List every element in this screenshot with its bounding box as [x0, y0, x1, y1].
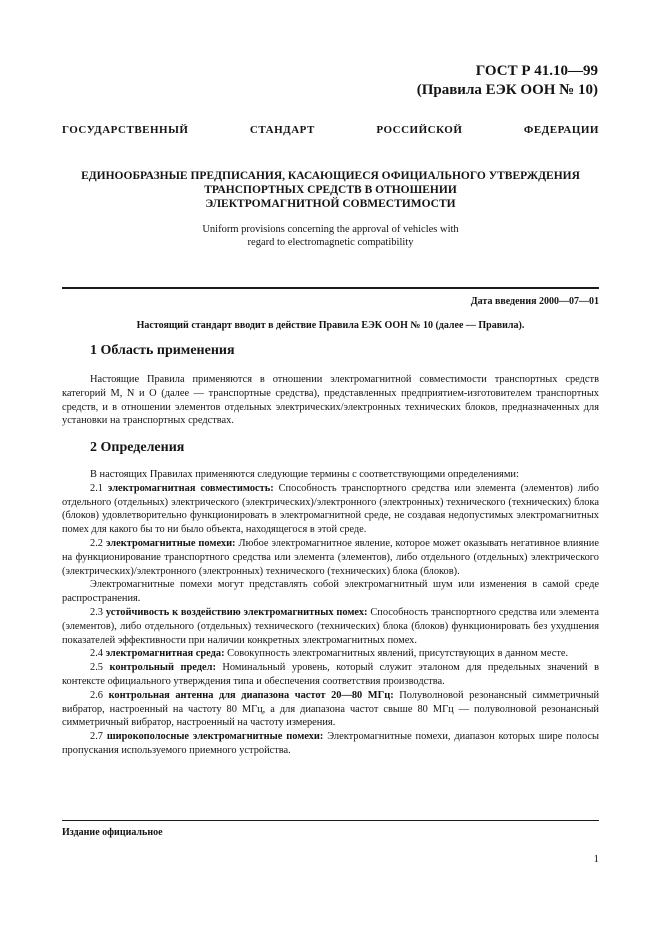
term-reference-limit: контрольный предел: [109, 662, 216, 674]
section-2-body [62, 468, 599, 758]
definition-2-3: 2.3 устойчивость к воздействию электромагнитных помех: Способность транспортного средства или элемента (элементов), либо отдельного (отдельных) технического (технических) блока (блоков) функционировать без ухудшения показателей эффективности при наличии конкретных электромагнитных помех. [62, 606, 599, 646]
intro-statement: Настоящий стандарт вводит в действие Правила ЕЭК ООН № 10 (далее — Правила). [136, 320, 525, 331]
definitions-lead: В настоящих Правилах применяются следующие термины с соответствующими определениями: [90, 469, 519, 480]
header-divider [62, 287, 599, 289]
official-edition-label: Издание официальное [62, 827, 163, 838]
state-standard-heading: ГОСУДАРСТВЕННЫЙ СТАНДАРТ РОССИЙСКОЙ ФЕДЕРАЦИИ [62, 124, 599, 136]
english-title-line-2: regard to electromagnetic compatibility [247, 237, 414, 248]
definition-2-4: 2.4 электромагнитная среда: Совокупность электромагнитных явлений, присутствующих в данном месте. [90, 648, 569, 660]
term-em-environment: электромагнитная среда: [105, 648, 225, 660]
page-number: 1 [593, 853, 599, 865]
term-reference-antenna: контрольная антенна для диапазона частот 20—80 МГц: [108, 689, 394, 701]
definition-2-7: 2.7 широкополосные электромагнитные помехи: Электромагнитные помехи, диапазон которых шире полосы пропускания используемого приемного устройства. [62, 731, 600, 756]
term-em-interference: электромагнитные помехи: [105, 537, 236, 549]
section-2-heading: 2 Определения [90, 440, 185, 455]
term-immunity: устойчивость к воздействию электромагнитных помех: [105, 606, 368, 618]
definition-2-6: 2.6 контрольная антенна для диапазона частот 20—80 МГц: Полуволновой резонансный симметричный вибратор, настроенный на частоту 80 МГц, а для диапазона частот свыше 80 МГц — полуволновой резонансный симметричный вибратор, настроенный на частоту измерения. [62, 689, 600, 729]
document-title [62, 169, 599, 211]
definition-2-1: 2.1 электромагнитная совместимость: Способность транспортного средства или элемента (элементов) либо отдельного (отдельных) электрического (электрических)/электронного (электронных) технического (технических) блока (блоков) удовлетворительно функционировать в электромагнитной среде, не создавая недопустимых электромагнитных помех для какого бы то ни было объекта, находящегося в этой среде. [62, 482, 599, 536]
english-title [62, 223, 599, 249]
title-line-2: ТРАНСПОРТНЫХ СРЕДСТВ В ОТНОШЕНИИ [204, 184, 457, 196]
footer-divider [62, 820, 599, 821]
title-line-3: ЭЛЕКТРОМАГНИТНОЙ СОВМЕСТИМОСТИ [205, 198, 456, 210]
definition-2-5: 2.5 контрольный предел: Номинальный уровень, который служит эталоном для предельных значений в контексте официального утверждения типа и обеспечения соответствия производства. [62, 662, 599, 687]
definition-2-2-note: Электромагнитные помехи могут представлять собой электромагнитный шум или изменения в самой среде распространения. [62, 579, 599, 605]
definition-2-2: 2.2 электромагнитные помехи: Любое электромагнитное явление, которое может оказывать негативное влияние на функционирование транспортного средства или элемента (элементов), либо отдельного (отдельных) электрического (электрических)/электронного (электронных) технического (технических) блока (блоков). [62, 537, 599, 577]
document-code [417, 62, 598, 100]
title-line-1: ЕДИНООБРАЗНЫЕ ПРЕДПИСАНИЯ, КАСАЮЩИЕСЯ ОФИЦИАЛЬНОГО УТВЕРЖДЕНИЯ [81, 170, 580, 182]
section-1-body [62, 373, 599, 428]
gost-number: ГОСТ Р 41.10—99 [475, 63, 598, 79]
section-1-text: Настоящие Правила применяются в отношении электромагнитной совместимости транспортных средств категорий М, N и О (далее — транспортные средства), представленных предприятием-изготовителем транспортных средств, и в отношении элементов отдельных электрических/электронных технических блоков, предназначенных для установки на транспортных средствах. [62, 374, 599, 427]
section-1-heading: 1 Область применения [90, 343, 235, 358]
term-broadband-interference: широкополосные электромагнитные помехи: [106, 731, 324, 743]
rules-reference: (Правила ЕЭК ООН № 10) [416, 82, 598, 98]
term-emc: электромагнитная совместимость: [107, 482, 274, 494]
english-title-line-1: Uniform provisions concerning the approval of vehicles with [202, 224, 459, 235]
introduction-date: Дата введения 2000—07—01 [470, 296, 599, 307]
